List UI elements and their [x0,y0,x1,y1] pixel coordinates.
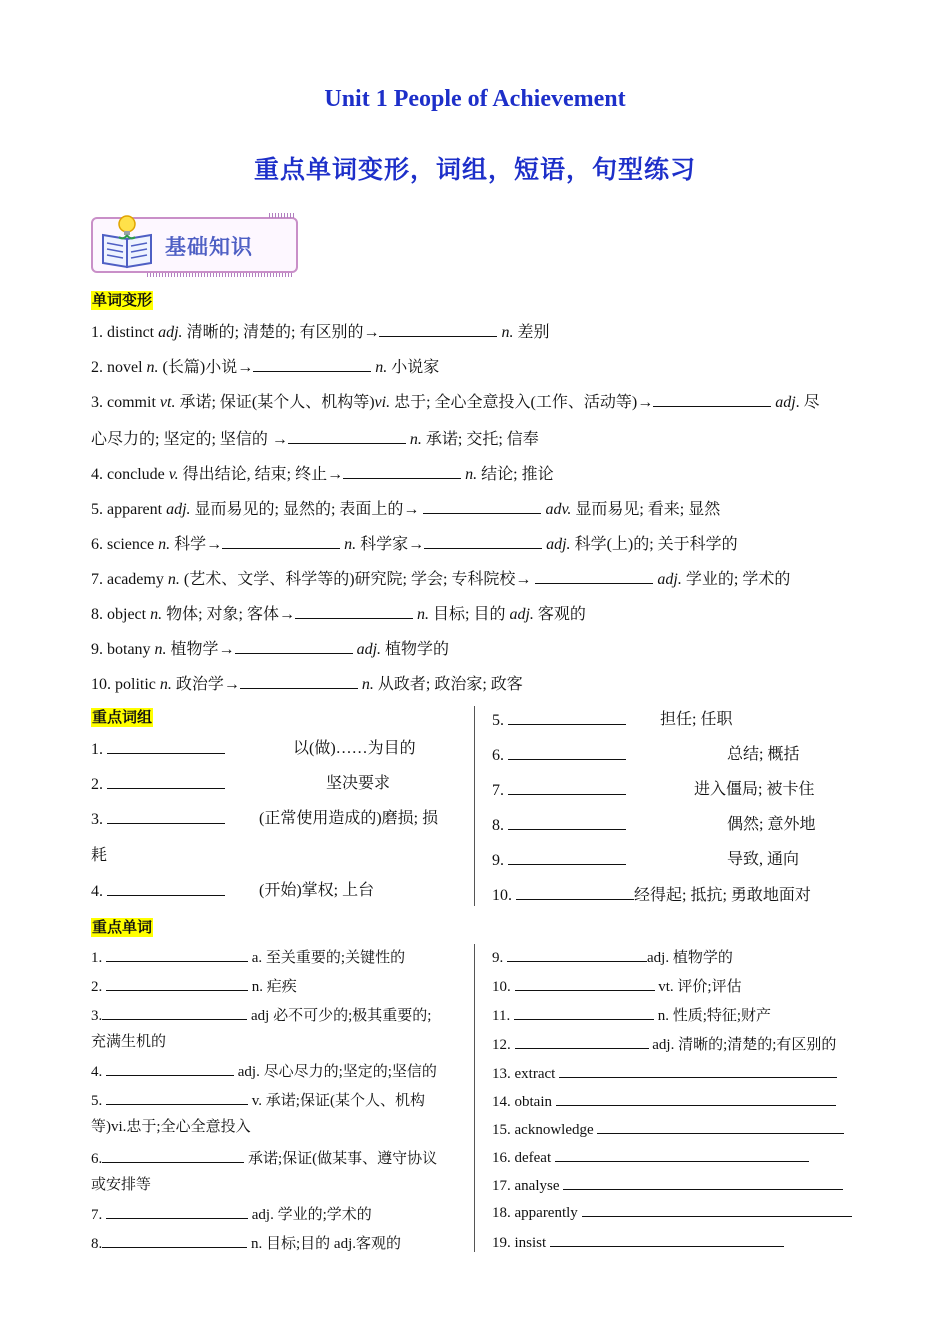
list-item: 1. a. 至关重要的;关键性的 [91,947,405,967]
list-item: 10. 经得起; 抵抗; 勇敢地面对 [492,887,811,904]
list-item: 17. analyse [492,1175,843,1195]
list-item: 9. botany n. 植物学→ adj. 植物学的 [91,641,450,658]
list-item: 耗 [91,847,108,864]
list-item: 1. distinct adj. 清晰的; 清楚的; 有区别的→ n. 差别 [91,324,550,341]
answer-blank[interactable] [653,392,771,407]
answer-blank[interactable] [515,976,655,991]
list-item: 7. adj. 学业的;学术的 [91,1204,372,1224]
column-divider [474,944,475,1252]
page-subtitle: 重点单词变形，词组，短语，句型练习 [253,155,696,184]
answer-blank[interactable] [515,1034,649,1049]
list-item: 7. 进入僵局; 被卡住 [492,781,815,799]
list-item: 16. defeat [492,1147,809,1167]
answer-blank[interactable] [107,739,225,754]
list-item: 3. commit vt. 承诺; 保证(某个人、机构等)vi. 忠于; 全心全意投入(工作、活动等)→ adj. 尽 [91,394,820,411]
answer-blank[interactable] [288,429,406,444]
answer-blank[interactable] [508,780,626,795]
answer-blank[interactable] [343,464,461,479]
list-item: 1. 以(做)……为目的 [91,740,416,758]
badge-tab-decoration [269,213,295,218]
answer-blank[interactable] [102,1233,247,1248]
list-item: 15. acknowledge [492,1119,844,1139]
answer-blank[interactable] [424,534,542,549]
answer-blank[interactable] [508,815,626,830]
list-item: 8. object n. 物体; 对象; 客体→ n. 目标; 目的 adj. 客观的 [91,606,586,623]
list-item: 6. 承诺;保证(做某事、遵守协议 [91,1148,437,1168]
list-item: 10. politic n. 政治学→ n. 从政者; 政治家; 政客 [91,676,523,693]
answer-blank[interactable] [563,1175,843,1190]
list-item: 6. science n. 科学→ n. 科学家→ adj. 科学(上)的; 关于科学的 [91,536,738,553]
badge-label: 基础知识 [165,235,253,259]
answer-blank[interactable] [423,499,541,514]
answer-blank[interactable] [222,534,340,549]
list-item: 4. (开始)掌权; 上台 [91,882,375,900]
answer-blank[interactable] [379,322,497,337]
answer-blank[interactable] [107,774,225,789]
list-item: 12. adj. 清晰的;清楚的;有区别的 [492,1034,836,1054]
list-item: 5. 担任; 任职 [492,711,733,729]
answer-blank[interactable] [559,1063,837,1078]
list-item: 19. insist [492,1232,784,1252]
answer-blank[interactable] [107,881,225,896]
list-item: 3. adj 必不可少的;极其重要的; [91,1005,431,1025]
answer-blank[interactable] [106,1090,248,1105]
answer-blank[interactable] [235,639,353,654]
list-item: 等)vi.忠于;全心全意投入 [91,1119,251,1135]
list-item: 5. apparent adj. 显而易见的; 显然的; 表面上的→ adv. 显而易见; 看来; 显然 [91,501,721,518]
answer-blank[interactable] [240,674,358,689]
answer-blank[interactable] [508,710,626,725]
list-item: 8. n. 目标;目的 adj.客观的 [91,1233,401,1253]
answer-blank[interactable] [556,1091,836,1106]
list-item: 2. n. 疟疾 [91,976,297,996]
book-lightbulb-icon [97,213,159,273]
list-item: 11. n. 性质;特征;财产 [492,1005,771,1025]
answer-blank[interactable] [106,1204,248,1219]
list-item: 2. 坚决要求 [91,775,391,793]
answer-blank[interactable] [508,850,626,865]
answer-blank[interactable] [106,947,248,962]
answer-blank[interactable] [102,1148,244,1163]
answer-blank[interactable] [106,976,248,991]
answer-blank[interactable] [107,809,225,824]
list-item: 7. academy n. (艺术、文学、科学等的)研究院; 学会; 专科院校→ adj. 学业的; 学术的 [91,571,791,588]
answer-blank[interactable] [514,1005,654,1020]
list-item: 14. obtain [492,1091,836,1111]
section-heading: 重点词组 [92,708,153,726]
list-item: 5. v. 承诺;保证(某个人、机构 [91,1090,425,1110]
list-item: 9. 导致, 通向 [492,851,800,869]
answer-blank[interactable] [516,885,634,900]
list-item: 或安排等 [91,1177,152,1193]
list-item: 2. novel n. (长篇)小说→ n. 小说家 [91,359,440,376]
page-title: Unit 1 People of Achievement [324,86,626,112]
answer-blank[interactable] [597,1119,844,1134]
answer-blank[interactable] [253,357,371,372]
list-item: 8. 偶然; 意外地 [492,816,816,834]
answer-blank[interactable] [555,1147,809,1162]
section-heading: 单词变形 [92,291,153,309]
column-divider [474,706,475,906]
list-item: 10. vt. 评价;评估 [492,976,742,996]
list-item: 心尽力的; 坚定的; 坚信的 → n. 承诺; 交托; 信奉 [91,431,539,448]
section-heading: 重点单词 [92,918,153,936]
list-item: 9. adj. 植物学的 [492,947,733,967]
list-item: 4. conclude v. 得出结论, 结束; 终止→ n. 结论; 推论 [91,466,554,483]
answer-blank[interactable] [508,745,626,760]
badge-stripe-decoration [147,273,293,277]
section-badge [91,213,296,277]
list-item: 4. adj. 尽心尽力的;坚定的;坚信的 [91,1061,437,1081]
answer-blank[interactable] [507,947,647,962]
answer-blank[interactable] [106,1061,234,1076]
list-item: 13. extract [492,1063,837,1083]
answer-blank[interactable] [295,604,413,619]
answer-blank[interactable] [102,1005,247,1020]
list-item: 3. (正常使用造成的)磨损; 损 [91,810,439,828]
list-item: 充满生机的 [91,1034,167,1050]
list-item: 6. 总结; 概括 [492,746,800,764]
answer-blank[interactable] [582,1202,852,1217]
list-item: 18. apparently [492,1202,852,1222]
answer-blank[interactable] [550,1232,784,1247]
answer-blank[interactable] [535,569,653,584]
